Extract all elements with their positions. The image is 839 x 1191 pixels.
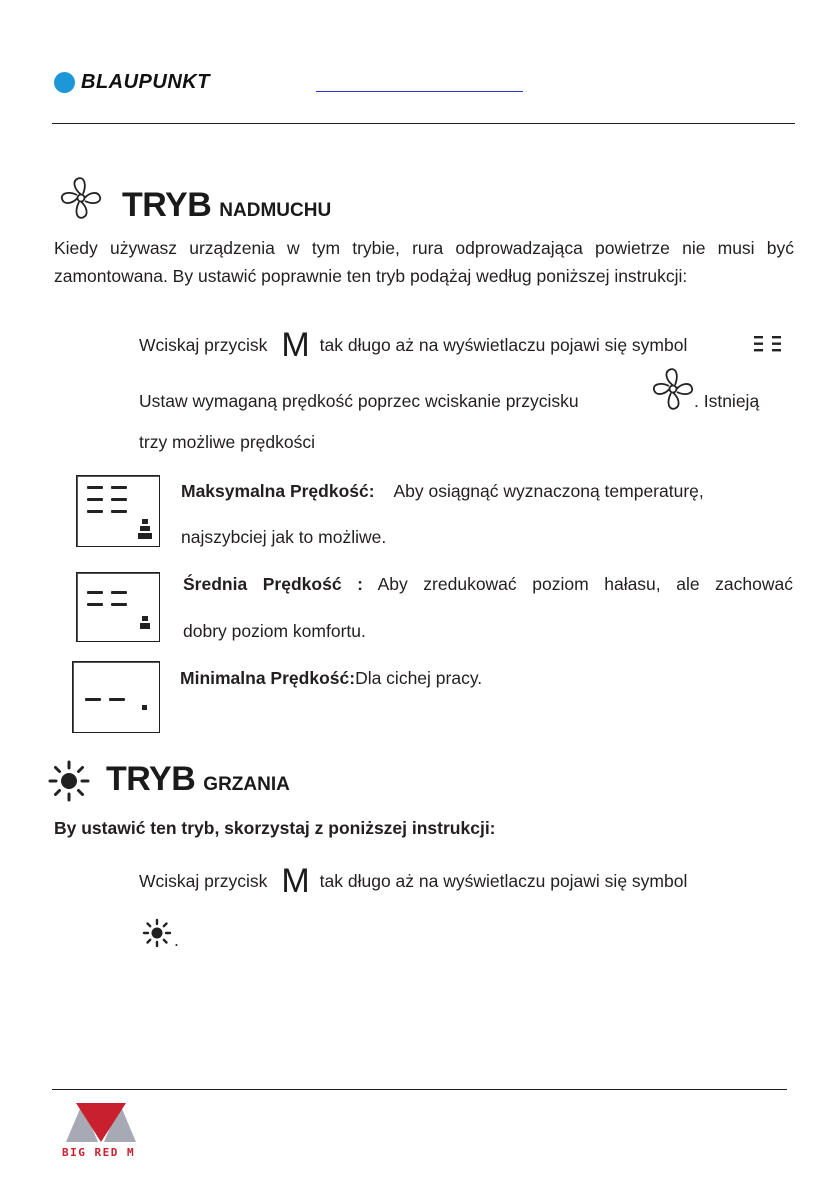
fan-button-icon (650, 366, 696, 412)
heat-step1-before: Wciskaj przycisk (139, 871, 268, 891)
speed-level-icon (141, 704, 149, 712)
footer-logo (60, 1100, 142, 1162)
speed-max-line1 (181, 468, 793, 514)
footer-logo-text: BIG RED M (62, 1146, 136, 1159)
header-link-underline[interactable] (316, 91, 523, 92)
heat-mode-heading (106, 760, 290, 799)
display-medium-speed (76, 572, 160, 642)
brand-name: BLAUPUNKT (81, 70, 210, 93)
speed-max-label: Maksymalna Prędkość: (181, 481, 375, 501)
sun-icon (48, 760, 90, 802)
fan-step2-after: . Istnieją (694, 391, 760, 411)
fan-step2-before: Ustaw wymaganą prędkość poprzec wciskanie przycisku (139, 391, 579, 411)
brand-logo (54, 70, 210, 94)
fan-mode-heading (122, 186, 331, 225)
big-red-m-icon (60, 1100, 142, 1146)
mode-key-m: M (281, 326, 310, 364)
fan-step1-before: Wciskaj przycisk (139, 335, 268, 355)
speed-medium-text2: dobry poziom komfortu. (183, 621, 366, 641)
header-divider (52, 123, 795, 124)
heat-step1-end: . (174, 930, 179, 950)
speed-medium-label: Średnia Prędkość : (183, 574, 363, 594)
fan-step1 (139, 326, 687, 365)
fan-symbol-icon (753, 335, 783, 353)
speed-medium-text: Aby zredukować poziom hałasu, ale zachować (377, 574, 793, 594)
speed-max-text: Aby osiągnąć wyznaczoną temperaturę, (393, 481, 704, 501)
speed-min-text: Dla cichej pracy. (355, 668, 483, 688)
display-max-speed (76, 475, 160, 547)
fan-icon (58, 175, 104, 221)
heat-step1 (139, 862, 687, 901)
heat-step1-after: tak długo aż na wyświetlaczu pojawi się symbol (319, 871, 688, 891)
speed-min-label: Minimalna Prędkość: (180, 668, 356, 688)
fan-step1-after: tak długo aż na wyświetlaczu pojawi się symbol (319, 335, 688, 355)
brand-dot-icon (54, 72, 75, 93)
footer-divider (52, 1089, 787, 1090)
speed-level-icon (137, 518, 153, 540)
display-min-speed (72, 661, 160, 733)
heat-mode-title-small: GRZANIA (203, 774, 290, 795)
speed-max-text2: najszybciej jak to możliwe. (181, 527, 387, 547)
heat-mode-intro: By ustawić ten tryb, skorzystaj z poniższej instrukcji: (54, 818, 496, 838)
speed-min-line1 (180, 655, 482, 701)
fan-mode-title-small: NADMUCHU (219, 200, 332, 221)
mode-key-m: M (281, 862, 310, 900)
speed-level-icon (139, 615, 151, 631)
speed-medium-line1 (183, 561, 793, 607)
heat-mode-title-big: TRYB (106, 760, 196, 798)
fan-mode-title-big: TRYB (122, 186, 212, 224)
fan-step2-line2: trzy możliwe prędkości (139, 432, 316, 452)
heat-symbol-icon (142, 918, 172, 948)
fan-mode-intro: Kiedy używasz urządzenia w tym trybie, rura odprowadzająca powietrze nie musi być zamontowana. By ustawić poprawnie ten tryb podążaj według poniższej instrukcji: (54, 238, 794, 286)
